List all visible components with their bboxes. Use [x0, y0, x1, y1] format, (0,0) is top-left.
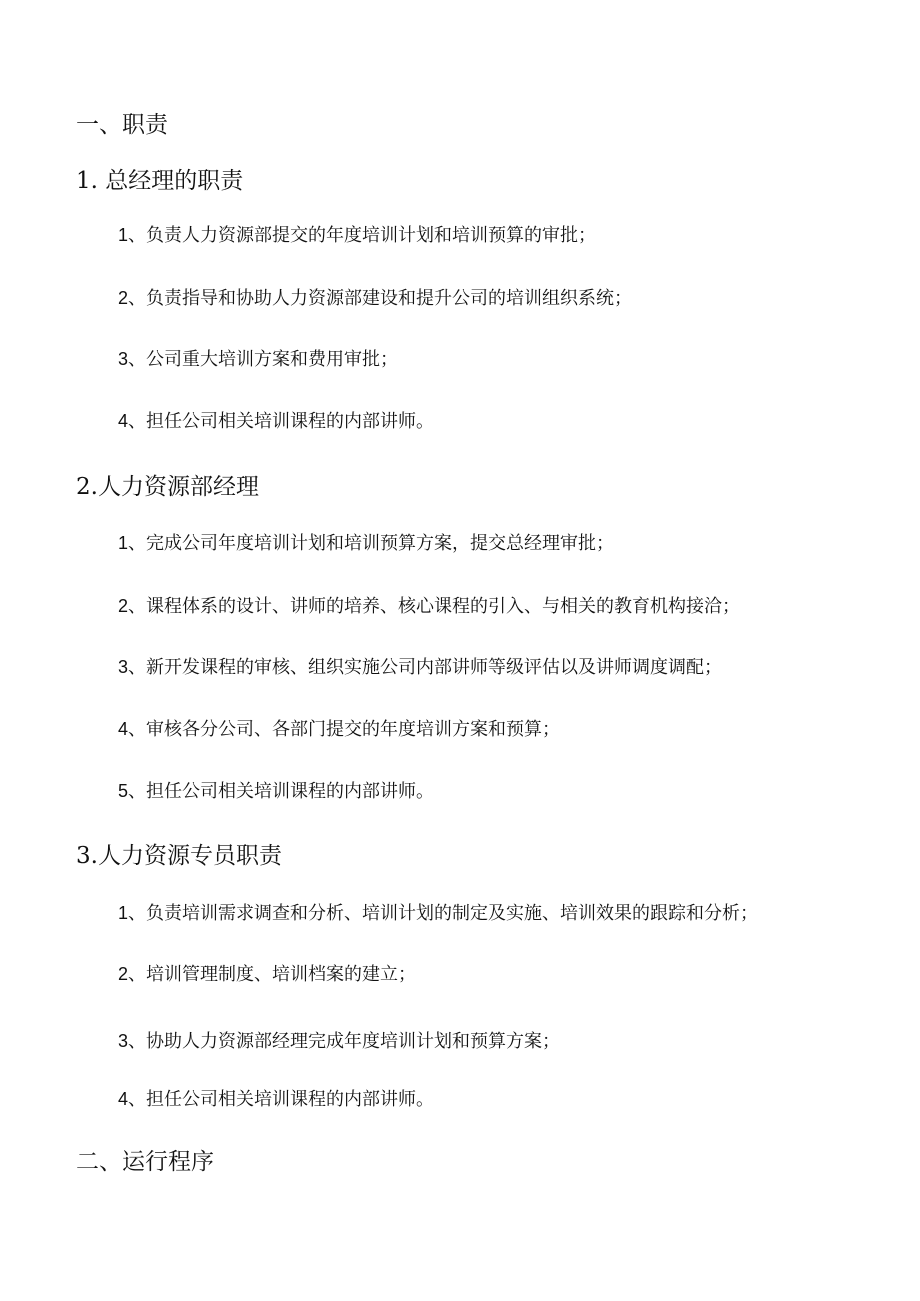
item-number: 2、 — [118, 964, 147, 984]
item-text: 负责人力资源部提交的年度培训计划和培训预算的审批； — [146, 225, 597, 246]
list-item — [118, 226, 596, 245]
item-number: 1、 — [118, 903, 147, 923]
item-text: 担任公司相关培训课程的内部讲师。 — [146, 411, 435, 432]
item-text: 审核各分公司、各部门提交的年度培训方案和预算； — [146, 719, 561, 740]
item-text: 协助人力资源部经理完成年度培训计划和预算方案； — [146, 1031, 561, 1052]
item-number: 4、 — [118, 719, 147, 739]
subsection-heading-general-manager: 1. 总经理的职责 — [76, 168, 244, 194]
list-item — [118, 720, 560, 739]
subsection-heading-hr-manager: 2.人力资源部经理 — [76, 474, 259, 500]
item-number: 3、 — [118, 1031, 147, 1051]
item-number: 4、 — [118, 1089, 147, 1109]
item-text: 课程体系的设计、讲师的培养、核心课程的引入、与相关的教育机构接洽； — [146, 596, 741, 617]
item-number: 1、 — [118, 533, 147, 553]
list-item — [118, 1032, 560, 1051]
item-text: 担任公司相关培训课程的内部讲师。 — [146, 1089, 435, 1110]
list-item — [118, 965, 416, 984]
item-text: 负责培训需求调查和分析、培训计划的制定及实施、培训效果的跟踪和分析； — [146, 903, 759, 924]
list-item — [118, 534, 614, 553]
item-text: 培训管理制度、培训档案的建立； — [146, 964, 417, 985]
list-item — [118, 658, 722, 677]
list-item — [118, 1090, 434, 1109]
list-item — [118, 412, 434, 431]
item-number: 4、 — [118, 411, 147, 431]
item-number: 3、 — [118, 657, 147, 677]
item-text: 公司重大培训方案和费用审批； — [146, 349, 399, 370]
section-heading-duties: 一、职责 — [76, 112, 168, 138]
list-item — [118, 782, 434, 801]
list-item — [118, 597, 740, 616]
item-number: 2、 — [118, 288, 147, 308]
item-text: 负责指导和协助人力资源部建设和提升公司的培训组织系统； — [146, 288, 633, 309]
list-item — [118, 904, 758, 923]
list-item — [118, 350, 398, 369]
item-number: 5、 — [118, 781, 147, 801]
section-heading-operating-procedure: 二、运行程序 — [76, 1149, 214, 1175]
list-item — [118, 289, 632, 308]
item-text: 新开发课程的审核、组织实施公司内部讲师等级评估以及讲师调度调配； — [146, 657, 723, 678]
item-text: 完成公司年度培训计划和培训预算方案，提交总经理审批； — [146, 533, 615, 554]
item-number: 1、 — [118, 225, 147, 245]
subsection-heading-hr-specialist: 3.人力资源专员职责 — [76, 843, 282, 869]
item-number: 2、 — [118, 596, 147, 616]
item-number: 3、 — [118, 349, 147, 369]
item-text: 担任公司相关培训课程的内部讲师。 — [146, 781, 435, 802]
